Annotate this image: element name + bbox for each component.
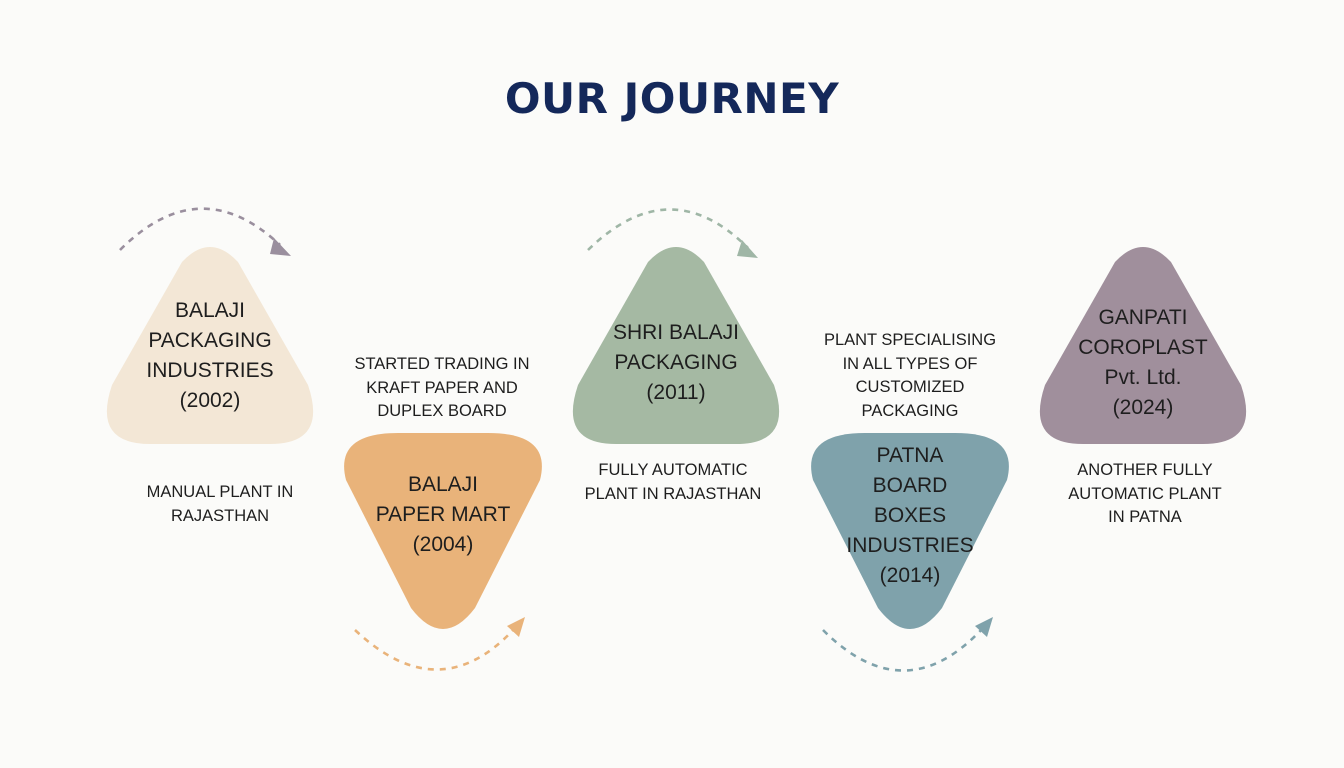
milestone-5-desc-line-3: IN PATNA <box>1108 508 1182 526</box>
milestone-4-name-line-2: BOARD <box>872 474 948 497</box>
milestone-description-1 <box>110 481 330 528</box>
milestone-description-4 <box>800 329 1020 423</box>
connector-arrow-2 <box>355 628 515 670</box>
milestone-3-name-line-3: (2011) <box>646 381 706 404</box>
page-title: OUR JOURNEY <box>504 74 840 123</box>
milestone-4-name-line-5: (2014) <box>879 564 941 587</box>
milestone-1-name-line-4: (2002) <box>179 389 241 412</box>
milestone-4-name-line-4: INDUSTRIES <box>846 534 974 557</box>
milestone-4-desc-line-3: CUSTOMIZED <box>855 378 965 396</box>
arrow-head-2 <box>507 617 525 637</box>
milestone-5-desc-line-1: ANOTHER FULLY <box>1077 461 1213 479</box>
arrow-head-3 <box>737 240 758 258</box>
milestone-name-3 <box>576 318 776 408</box>
milestone-name-1 <box>110 296 310 416</box>
milestone-3-name-line-1: SHRI BALAJI <box>612 321 740 344</box>
milestone-name-2 <box>343 470 543 560</box>
milestone-1-name-line-2: PACKAGING <box>148 329 272 352</box>
milestone-5-name-line-1: GANPATI <box>1098 306 1188 329</box>
milestone-3-desc-line-1: FULLY AUTOMATIC <box>598 461 748 479</box>
milestone-2-name-line-2: PAPER MART <box>375 503 511 526</box>
milestone-description-3 <box>563 459 783 506</box>
milestone-3-desc-line-2: PLANT IN RAJASTHAN <box>584 484 762 503</box>
milestone-1-name-line-1: BALAJI <box>174 299 246 322</box>
arrow-head-4 <box>975 617 993 637</box>
connector-arrow-4 <box>823 628 983 671</box>
milestone-4-name-line-1: PATNA <box>876 444 944 467</box>
milestone-1-desc-line-2: RAJASTHAN <box>170 506 270 525</box>
milestone-1-name-line-3: INDUSTRIES <box>146 359 274 382</box>
connector-arrow-1 <box>120 209 280 250</box>
milestone-2-desc-line-3: DUPLEX BOARD <box>377 402 507 420</box>
milestone-5-name-line-3: Pvt. Ltd. <box>1104 366 1182 389</box>
milestone-2-name-line-3: (2004) <box>412 533 474 556</box>
milestone-5-desc-line-2: AUTOMATIC PLANT <box>1068 484 1222 503</box>
milestone-4-desc-line-2: IN ALL TYPES OF <box>842 354 978 373</box>
milestone-4-desc-line-4: PACKAGING <box>861 401 959 420</box>
milestone-4-desc-line-1: PLANT SPECIALISING <box>823 331 997 349</box>
milestone-4-name-line-3: BOXES <box>873 504 947 527</box>
milestone-2-name-line-1: BALAJI <box>407 473 479 496</box>
milestone-3-name-line-2: PACKAGING <box>614 351 738 374</box>
milestone-2-desc-line-2: KRAFT PAPER AND <box>366 378 518 397</box>
milestone-description-5 <box>1035 459 1255 530</box>
milestone-description-2 <box>332 353 552 424</box>
milestone-name-5 <box>1043 303 1243 423</box>
milestone-5-name-line-4: (2024) <box>1112 396 1174 419</box>
milestone-2-desc-line-1: STARTED TRADING IN <box>354 355 530 373</box>
arrow-head-1 <box>270 238 291 256</box>
milestone-5-name-line-2: COROPLAST <box>1078 336 1208 359</box>
milestone-name-4 <box>810 441 1010 591</box>
milestone-1-desc-line-1: MANUAL PLANT IN <box>146 483 294 501</box>
connector-arrow-3 <box>588 209 748 250</box>
